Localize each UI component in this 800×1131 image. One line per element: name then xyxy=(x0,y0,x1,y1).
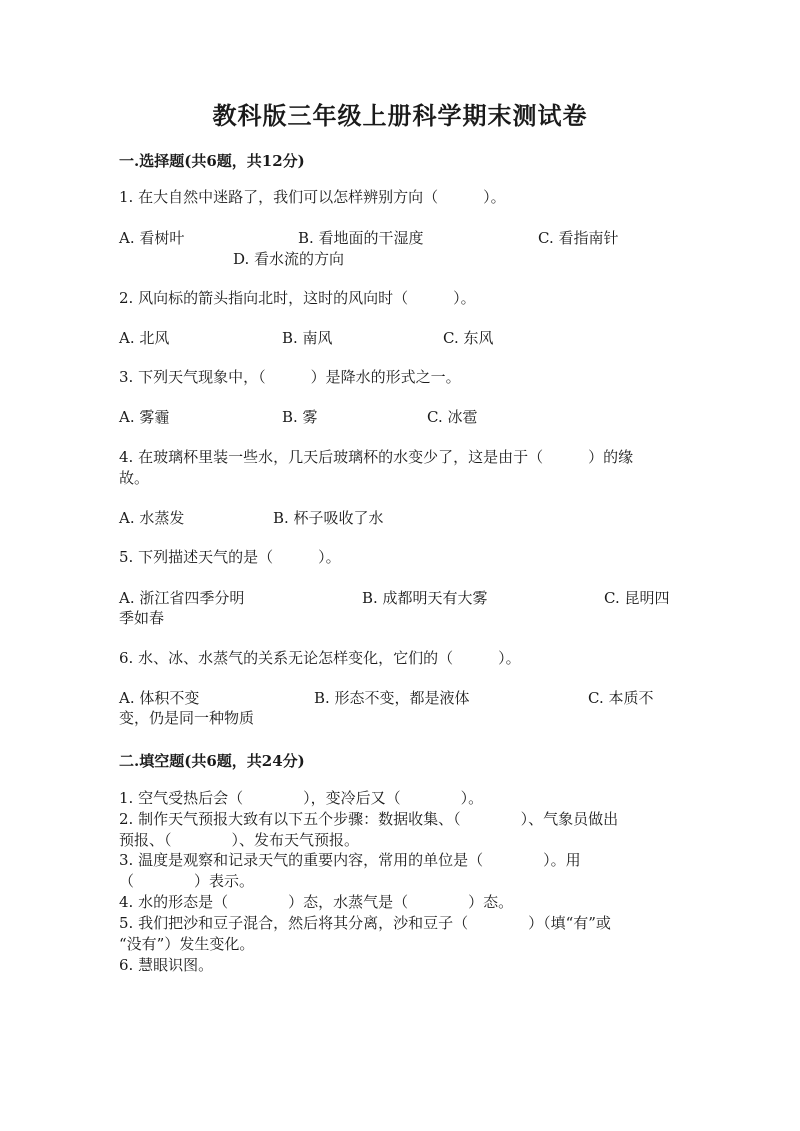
fill-line-3: 预报、（ ）、发布天气预报。 xyxy=(119,831,360,849)
question-5-option-c: C. 昆明四 xyxy=(604,589,670,607)
fill-line-8: “没有”）发生变化。 xyxy=(119,935,255,953)
page-title: 教科版三年级上册科学期末测试卷 xyxy=(212,101,588,130)
question-2-stem: 2. 风向标的箭头指向北时，这时的风向时（ ）。 xyxy=(119,289,476,307)
fill-line-2: 2. 制作天气预报大致有以下五个步骤：数据收集、（ ）、气象员做出 xyxy=(119,810,619,828)
question-2-option-b: B. 南风 xyxy=(282,329,333,347)
question-1-option-c: C. 看指南针 xyxy=(538,229,619,247)
fill-line-7: 5. 我们把沙和豆子混合，然后将其分离，沙和豆子（ ）（填“有”或 xyxy=(119,914,611,932)
question-5-option-c-continued: 季如春 xyxy=(119,609,165,627)
question-6-option-b: B. 形态不变，都是液体 xyxy=(314,689,470,707)
question-6-option-a: A. 体积不变 xyxy=(119,689,200,707)
section-heading-choice: 一.选择题(共6题，共12分) xyxy=(119,152,305,170)
question-6-stem: 6. 水、冰、水蒸气的关系无论怎样变化，它们的（ ）。 xyxy=(119,649,521,667)
question-3-option-c: C. 冰雹 xyxy=(427,408,478,426)
fill-line-6: 4. 水的形态是（ ）态，水蒸气是（ ）态。 xyxy=(119,893,514,911)
question-3-stem: 3. 下列天气现象中，（ ）是降水的形式之一。 xyxy=(119,368,461,386)
question-5-stem: 5. 下列描述天气的是（ ）。 xyxy=(119,548,341,566)
question-1-option-a: A. 看树叶 xyxy=(119,229,185,247)
fill-line-4: 3. 温度是观察和记录天气的重要内容，常用的单位是（ ）。用 xyxy=(119,851,581,869)
question-2-option-a: A. 北风 xyxy=(119,329,170,347)
question-1-option-d: D. 看水流的方向 xyxy=(233,250,345,268)
fill-line-1: 1. 空气受热后会（ ），变冷后又（ ）。 xyxy=(119,789,484,807)
question-6-option-c-continued: 变，仍是同一种物质 xyxy=(119,709,255,727)
question-4-stem-line-1: 4. 在玻璃杯里装一些水，几天后玻璃杯的水变少了，这是由于（ ）的缘 xyxy=(119,448,634,466)
question-2-option-c: C. 东风 xyxy=(443,329,494,347)
question-1-stem: 1. 在大自然中迷路了，我们可以怎样辨别方向（ ）。 xyxy=(119,188,506,206)
question-6-option-c: C. 本质不 xyxy=(588,689,654,707)
question-3-option-a: A. 雾霾 xyxy=(119,408,170,426)
question-4-option-b: B. 杯子吸收了水 xyxy=(273,509,384,527)
question-5-option-b: B. 成都明天有大雾 xyxy=(362,589,488,607)
section-heading-fill: 二.填空题(共6题，共24分) xyxy=(119,752,305,770)
fill-line-5: （ ）表示。 xyxy=(119,872,255,890)
question-3-option-b: B. 雾 xyxy=(282,408,318,426)
question-1-option-b: B. 看地面的干湿度 xyxy=(298,229,424,247)
question-4-stem-line-2: 故。 xyxy=(119,469,150,487)
question-5-option-a: A. 浙江省四季分明 xyxy=(119,589,245,607)
fill-line-9: 6. 慧眼识图。 xyxy=(119,956,214,974)
question-4-option-a: A. 水蒸发 xyxy=(119,509,185,527)
